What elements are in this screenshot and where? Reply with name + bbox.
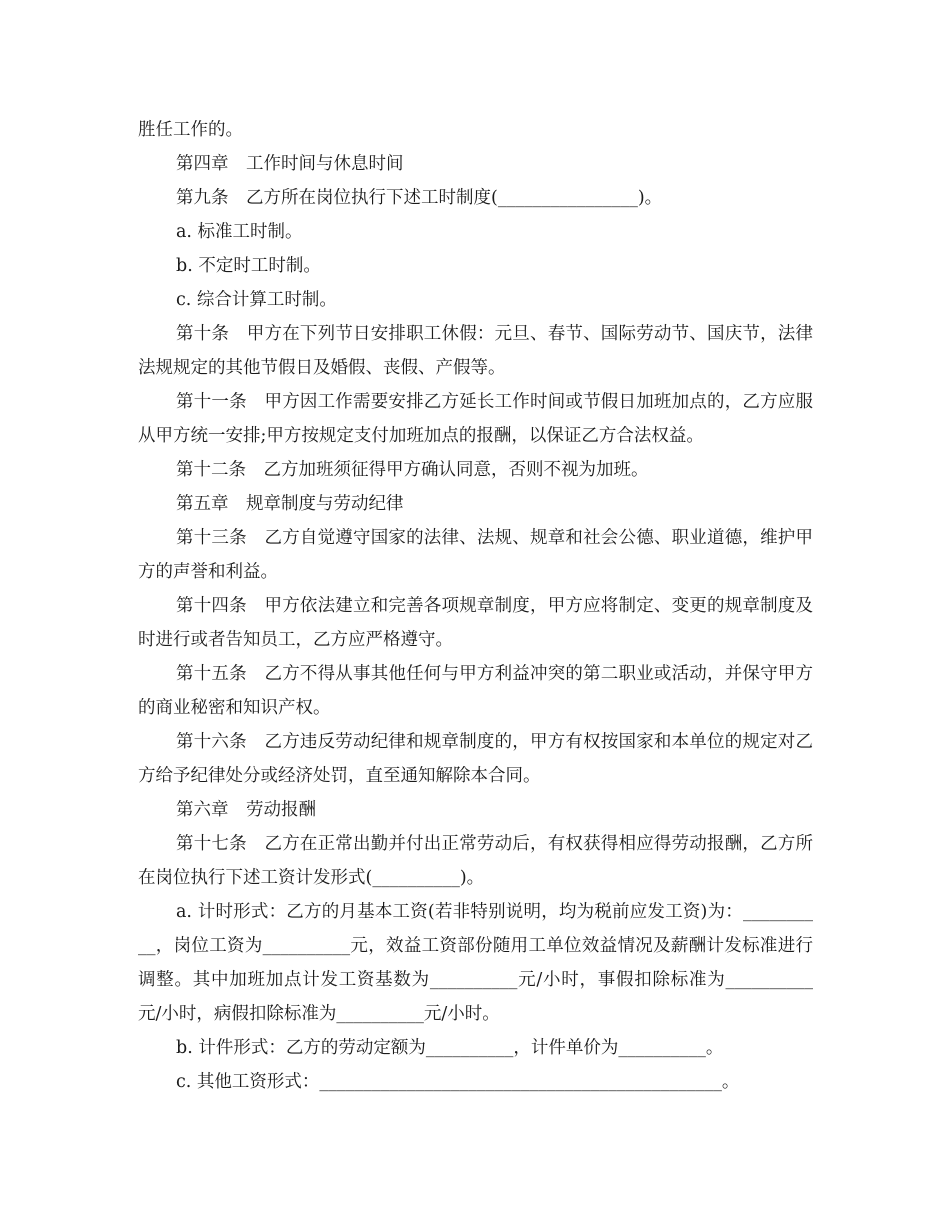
article-11: 第十一条 甲方因工作需要安排乙方延长工作时间或节假日加班加点的，乙方应服从甲方统一安排;甲方按规定支付加班加点的报酬，以保证乙方合法权益。 bbox=[138, 392, 813, 446]
article-17: 第十七条 乙方在正常出勤并付出正常劳动后，有权获得相应得劳动报酬，乙方所在岗位执行下述工资计发形式(__________)。 bbox=[138, 834, 813, 888]
article-13: 第十三条 乙方自觉遵守国家的法律、法规、规章和社会公德、职业道德，维护甲方的声誉和利益。 bbox=[138, 528, 813, 582]
article-9-option-a: a. 标准工时制。 bbox=[176, 222, 303, 242]
article-9-option-b: b. 不定时工时制。 bbox=[176, 256, 321, 276]
chapter-6-heading: 第六章 劳动报酬 bbox=[176, 800, 316, 820]
article-14: 第十四条 甲方依法建立和完善各项规章制度，甲方应将制定、变更的规章制度及时进行或者告知员工，乙方应严格遵守。 bbox=[138, 596, 813, 650]
article-16: 第十六条 乙方违反劳动纪律和规章制度的，甲方有权按国家和本单位的规定对乙方给予纪律处分或经济处罚，直至通知解除本合同。 bbox=[138, 732, 813, 786]
chapter-4-heading: 第四章 工作时间与休息时间 bbox=[176, 154, 404, 174]
article-17-option-a: a. 计时形式：乙方的月基本工资(若非特别说明，均为税前应发工资)为：__________，岗位工资为__________元，效益工资部份随用工单位效益情况及薪酬计发标准进行调整。其中加班加点计发工资基数为__________元/小时，事假扣除标准为__________元/小时，病假扣除标准为__________元/小时。 bbox=[138, 902, 813, 1024]
paragraph-continuation: 胜任工作的。 bbox=[138, 120, 243, 140]
article-9: 第九条 乙方所在岗位执行下述工时制度(________________)。 bbox=[176, 188, 663, 208]
article-12: 第十二条 乙方加班须征得甲方确认同意，否则不视为加班。 bbox=[176, 460, 649, 480]
article-17-option-c: c. 其他工资形式：______________________________________________。 bbox=[176, 1072, 740, 1092]
article-15: 第十五条 乙方不得从事其他任何与甲方利益冲突的第二职业或活动，并保守甲方的商业秘密和知识产权。 bbox=[138, 664, 813, 718]
article-10: 第十条 甲方在下列节日安排职工休假：元旦、春节、国际劳动节、国庆节，法律法规规定的其他节假日及婚假、丧假、产假等。 bbox=[138, 324, 813, 378]
article-9-option-c: c. 综合计算工时制。 bbox=[176, 290, 337, 310]
document-body bbox=[138, 113, 813, 1099]
chapter-5-heading: 第五章 规章制度与劳动纪律 bbox=[176, 494, 404, 514]
article-17-option-b: b. 计件形式：乙方的劳动定额为__________，计件单价为__________。 bbox=[176, 1038, 724, 1058]
